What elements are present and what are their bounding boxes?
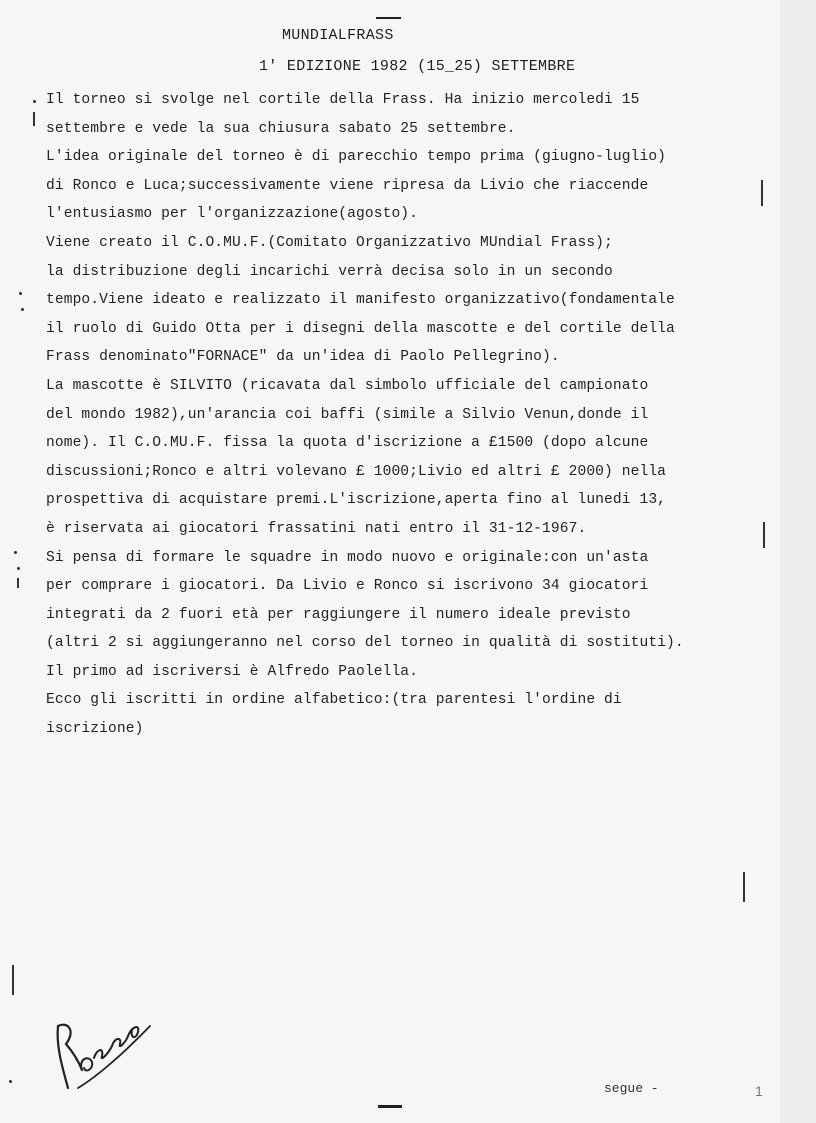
text-line: integrati da 2 fuori età per raggiungere il numero ideale previsto [46,606,631,623]
text-line: l'entusiasmo per l'organizzazione(agosto). [46,206,419,223]
document-title: MUNDIALFRASS [282,27,394,44]
text-line: nome). Il C.O.MU.F. fissa la quota d'iscrizione a £1500 (dopo alcune [46,435,649,452]
text-line: Frass denominato"FORNACE" da un'idea di Paolo Pellegrino). [46,349,560,366]
text-line: di Ronco e Luca;successivamente viene ripresa da Livio che riaccende [46,177,649,194]
margin-mark [33,112,35,126]
text-line: Si pensa di formare le squadre in modo nuovo e originale:con un'asta [46,549,649,566]
continued-note: segue - [604,1081,659,1096]
text-line: Il torneo si svolge nel cortile della Frass. Ha inizio mercoledi 15 [46,92,640,108]
margin-mark [763,522,765,548]
title-rule [376,17,401,19]
text-line: prospettiva di acquistare premi.L'iscrizione,aperta fino al lunedi 13, [46,492,667,509]
margin-mark [761,180,763,206]
handwritten-signature [48,996,158,1096]
text-line: (altri 2 si aggiungeranno nel corso del torneo in qualità di sostituti). [46,635,684,652]
text-line: discussioni;Ronco e altri volevano £ 1000;Livio ed altri £ 2000) nella [46,463,667,480]
text-line: la distribuzione degli incarichi verrà decisa solo in un secondo [46,263,613,280]
margin-dot [33,100,36,103]
text-line: il ruolo di Guido Otta per i disegni della mascotte e del cortile della [46,320,675,337]
text-line: tempo.Viene ideato e realizzato il manifesto organizzativo(fondamentale [46,292,675,309]
margin-dot [19,292,22,295]
margin-mark [743,872,745,902]
text-line: Il primo ad iscriversi è Alfredo Paolella. [46,663,419,680]
text-line: iscrizione) [46,721,144,738]
document-subtitle: 1' EDIZIONE 1982 (15_25) SETTEMBRE [259,58,576,75]
bottom-rule [378,1105,402,1108]
text-line: La mascotte è SILVITO (ricavata dal simbolo ufficiale del campionato [46,377,649,394]
text-line: del mondo 1982),un'arancia coi baffi (simile a Silvio Venun,donde il [46,406,649,423]
text-line: per comprare i giocatori. Da Livio e Ronco si iscrivono 34 giocatori [46,578,649,595]
margin-dot [17,567,20,570]
document-body [46,86,776,744]
margin-dot [9,1080,12,1083]
text-line: è riservata ai giocatori frassatini nati entro il 31-12-1967. [46,520,587,537]
margin-dot [14,551,17,554]
margin-mark [12,965,14,995]
text-line: L'idea originale del torneo è di parecchio tempo prima (giugno-luglio) [46,149,667,166]
text-line: Ecco gli iscritti in ordine alfabetico:(tra parentesi l'ordine di [46,692,622,709]
margin-dot [21,308,24,311]
text-line: Viene creato il C.O.MU.F.(Comitato Organizzativo MUndial Frass); [46,234,613,251]
page-number: 1 [755,1083,763,1099]
margin-mark [17,578,19,588]
scan-edge [780,0,816,1123]
text-line: settembre e vede la sua chiusura sabato 25 settembre. [46,120,516,137]
